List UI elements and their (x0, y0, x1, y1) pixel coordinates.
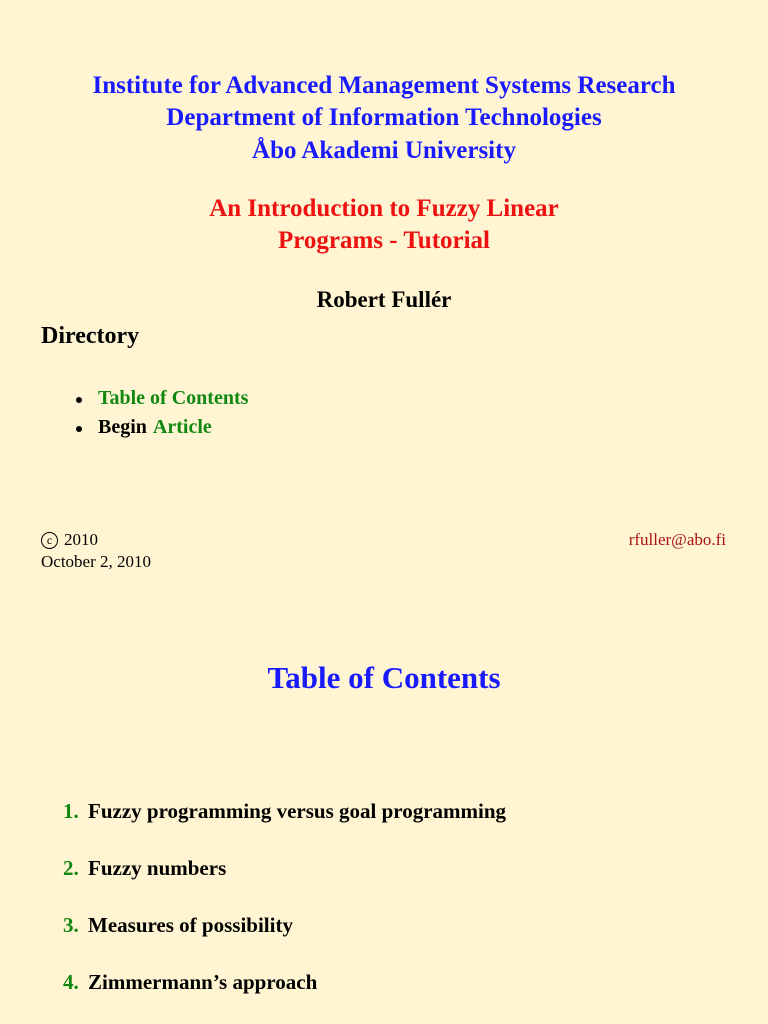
author-email-link[interactable]: rfuller@abo.fi (628, 530, 726, 549)
toc-item-number[interactable]: 3. (63, 913, 79, 937)
toc-item[interactable] (63, 910, 506, 967)
toc-item[interactable] (63, 796, 506, 853)
bullet-icon (76, 426, 82, 432)
publication-date: October 2, 2010 (41, 552, 152, 571)
directory-item-table-of-contents (76, 384, 248, 413)
institute-name: Institute for Advanced Management Systems Research (92, 72, 676, 99)
toc-heading: Table of Contents (267, 660, 501, 695)
toc-item-number[interactable]: 1. (63, 799, 79, 823)
directory-heading: Directory (41, 323, 140, 349)
university-name: Åbo Akademi University (252, 137, 516, 164)
toc-list (63, 796, 506, 1024)
toc-item-label: Measures of possibility (88, 913, 293, 937)
toc-item[interactable] (63, 967, 506, 1024)
directory-item-begin-article (76, 413, 248, 442)
toc-item[interactable] (63, 853, 506, 910)
article-link[interactable]: Article (152, 416, 212, 438)
copyright-year: 2010 (64, 530, 98, 549)
toc-item-number[interactable]: 4. (63, 970, 79, 994)
document-title-line-2: Programs - Tutorial (277, 227, 491, 254)
author-name: Robert Fullér (316, 287, 452, 312)
bullet-icon (76, 397, 82, 403)
toc-item-label: Fuzzy numbers (88, 856, 227, 880)
document-title-line-1: An Introduction to Fuzzy Linear (209, 195, 559, 222)
copyright-icon: c (41, 532, 58, 549)
toc-item-label: Zimmermann’s approach (88, 970, 318, 994)
copyright-line (41, 529, 98, 551)
begin-label: Begin (98, 416, 147, 438)
toc-item-number[interactable]: 2. (63, 856, 79, 880)
table-of-contents-link[interactable]: Table of Contents (98, 387, 249, 409)
department-name: Department of Information Technologies (166, 104, 602, 131)
directory-list (76, 384, 248, 442)
toc-item-label: Fuzzy programming versus goal programming (88, 799, 507, 823)
